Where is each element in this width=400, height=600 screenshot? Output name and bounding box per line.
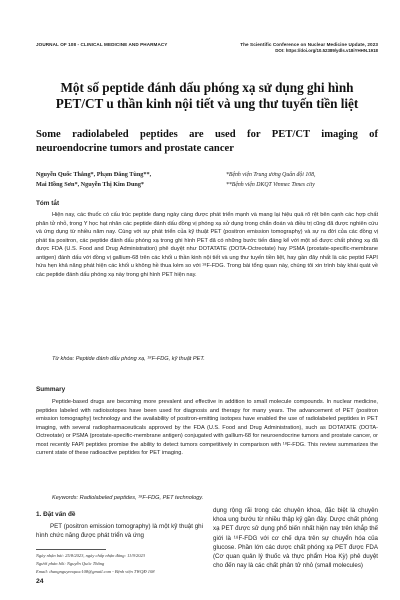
author-list — [36, 170, 226, 190]
abstract-vi-text: Hiện nay, các thuốc có cấu trúc peptide đang ngày càng được phát triển mạnh và mang lại hiệu quả rõ rệt bên cạnh các hợp chất phân tử nhỏ, trong Y học hạt nhân các peptide đánh dấu đồng vị phóng xạ sử dụng trong chẩn đoán và điều trị cũng đã được nghiên cứu và ứng dụng từ nhiều năm nay. Cùng với sự phát triển của kỹ thuật PET (positron emission tomography) và sự ra đời của các đồng vị phát tia positron, các peptide đánh dấu phóng xạ trong ghi hình PET đã có những bước tiến đáng kể với một số được chất phóng xạ đã được FDA (U.S. Food and Drug Administration) phê duyệt như DOTATATE (DOTA-Octreotate) hay PSMA (prostate-specific-membrane antigen) đánh dấu với đồng vị gallium-68 trên các khối u thần kinh nội tiết và ung thư tuyến tiền liệt, hay gần đây nhất là các peptid FAPI hứa hẹn khả năng phát hiện các khối u không hề thua kém so với ¹⁸F-FDG. Trong bài tổng quan này, chúng tôi xin trình bày khái quát về các peptide đánh dấu phóng xạ này trong ghi hình PET hiện nay. — [36, 212, 378, 278]
doi-link[interactable]: DOI: https://doi.org/10.52389/ydls.v18iYHHN.1918 — [275, 48, 378, 53]
journal-name: JOURNAL OF 108 - CLINICAL MEDICINE AND PHARMACY — [36, 42, 168, 47]
authors-line: Mai Hồng Sơn*, Nguyễn Thị Kim Dung* — [36, 181, 145, 188]
body-column-left: PET (positron emission tomography) là một kỹ thuật ghi hình chức năng được phát triển và ứng — [36, 523, 203, 540]
conference-name: The Scientific Conference on Nuclear Medicine Update, 2023 — [240, 42, 378, 47]
authors-line: Nguyễn Quốc Thắng*, Phạm Đăng Tùng**, — [36, 171, 152, 178]
running-header — [36, 42, 378, 53]
footnotes — [36, 552, 206, 576]
summary-heading: Summary — [36, 386, 66, 393]
keywords-vi: Từ khóa: Peptide đánh dấu phóng xạ, ¹⁸F-FDG, kỹ thuật PET. — [52, 356, 205, 362]
abstract-vi-heading: Tóm tắt — [36, 200, 60, 207]
keywords-en: Keywords: Radiolabeled peptides, ¹⁸F-FDG, PET technology. — [52, 495, 204, 501]
page-number: 24 — [36, 578, 44, 585]
footnote-dates: Ngày nhận bài: 25/8/2023, ngày chấp nhận đăng: 11/9/2023 — [36, 553, 146, 558]
footnote-responder: Người phản hồi: Nguyễn Quốc Thắng — [36, 561, 105, 566]
article-title-english: Some radiolabeled peptides are used for PET/CT imaging of neuroendocrine tumors and prostate cancer — [36, 129, 378, 154]
footnote-email: Email: thangnguyenquoc108@gmail.com - Bệnh viện TWQĐ 108 — [36, 569, 155, 574]
affiliation-list — [226, 170, 386, 190]
affiliation-line: **Bệnh viện DKQT Vinmec Times city — [226, 182, 315, 188]
article-title-vietnamese: Một số peptide đánh dấu phóng xạ sử dụng ghi hình PET/CT u thần kinh nội tiết và ung thư tuyến tiền liệt — [55, 80, 359, 111]
affiliation-line: *Bệnh viện Trung ương Quân đội 108, — [226, 172, 316, 178]
body-column-right: dụng rộng rãi trong các chuyên khoa, đặc biệt là chuyên khoa ung bướu từ nhiều thập kỷ gần đây. Dược chất phóng xạ PET được sử dụng phổ biến nhất hiện nay trên khắp thế giới là ¹⁸F-FDG với cơ chế dựa trên sự chuyển hóa của glucose. Phần lớn các dược chất phóng xạ PET được FDA (Cơ quan quản lý thuốc và thực phẩm Hoa Kỳ) phê duyệt cho đến nay là các chất phân tử nhỏ (small molecules) — [213, 507, 378, 570]
section-heading: 1. Đặt vấn đề — [36, 511, 76, 518]
footnote-divider — [36, 549, 106, 550]
summary-text: Peptide-based drugs are becoming more prevalent and effective in addition to small molecule compounds. In nuclear medicine, peptides labeled with radioisotopes have been used for diagnosis and therapy for many years. The advancement of PET (positron emission tomography) technology and the availability of positron-emitting isotopes have enabled the use of radiolabeled peptides in PET imaging, with several radiopharmaceuticals approved by the FDA (U.S. Food and Drug Administration), such as DOTATATE (DOTA-Octreotate) or PSMA (prostate-specific-membrane antigen) conjugated with gallium-68 for neuroendocrine tumors and prostate cancer, or most recently FAPI peptides promise the ability to detect tumors competitively in comparison with ¹⁸F-FDG. This review summarizes the current state of these radioactive peptides for PET imaging. — [36, 399, 378, 456]
